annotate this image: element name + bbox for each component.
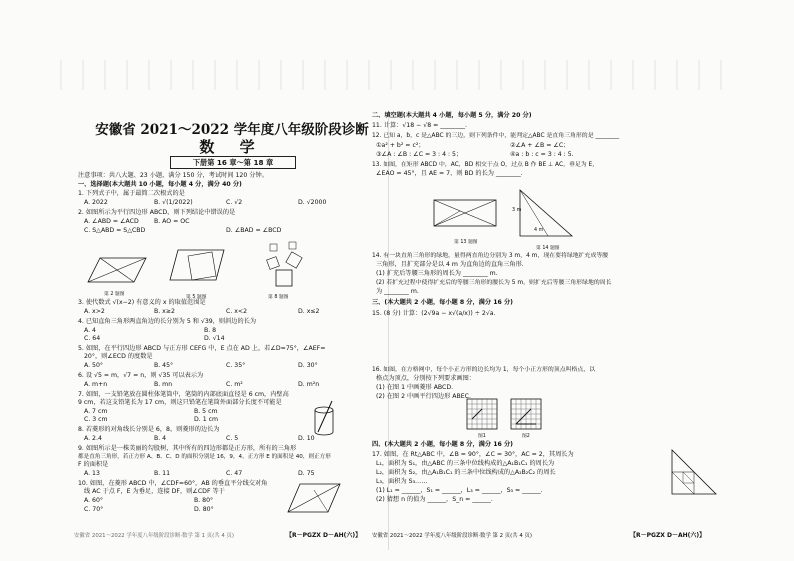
caption-q2: 第 2 题图	[104, 292, 125, 297]
q4-opt-a: A. 4	[84, 327, 96, 334]
q13-cont: ∠EAO = 45°，且 AE = 7，则 BD 的长为 ________.	[376, 170, 523, 177]
footer-right-code: 【R－PGZX D－AH(六)】	[630, 532, 706, 539]
q3-opt-c: C. x<2	[226, 308, 248, 315]
q12-opt-3: ③∠A : ∠B : ∠C = 3 : 4 : 5；	[376, 151, 463, 158]
q12-opt-4: ④a : b : c = 3 : 4 : 5.	[510, 151, 574, 158]
caption-q5: 第 5 题图	[186, 295, 207, 300]
figure-q7-pencil-cup	[312, 400, 336, 436]
q17-cont3: L₃，面积为 S₃……	[376, 478, 428, 485]
q6-opt-a: A. m+n	[84, 381, 108, 388]
section2-heading: 二、填空题(本大题共 4 小题，每小题 5 分，满分 20 分)	[372, 112, 532, 119]
section4-heading: 四、(本大题共 2 小题，每小题 8 分，满分 16 分)	[372, 441, 513, 448]
exam-title: 安徽省 2021～2022 学年度八年级阶段诊断	[95, 122, 369, 138]
caption-q14: 第 14 题图	[536, 246, 560, 251]
caption-q8: 第 8 题图	[268, 295, 289, 300]
q7-opt-c: C. 3 cm	[84, 416, 108, 423]
q10: 10. 如图，在菱形 ABCD 中，∠CDF=60°，AB 的垂直平分线交对角	[78, 480, 268, 487]
q14-part2-cont: 为 ________ m.	[376, 288, 419, 295]
q7: 7. 如图，一支铅笔放在圆柱体笔筒中，笔筒的内部底面直径是 6 cm，内壁高	[78, 391, 289, 398]
section1-heading: 一、选择题(本大题共 10 小题，每小题 4 分，满分 40 分)	[78, 181, 242, 188]
q9-cont2: F 的面积是	[78, 461, 109, 468]
q9-opt-b: B. 11	[154, 470, 171, 477]
figure-q17-triangle	[668, 446, 720, 498]
q4-opt-d: D. √14	[204, 335, 225, 342]
q10-opt-d: D. 80°	[194, 506, 214, 513]
q17-cont2: L₂，面积为 S₂，由△A₁B₁C₁ 的三条中位线构成的△A₂B₂C₂ 的周长	[376, 469, 556, 476]
q16-part1: (1) 在图 1 中画菱形 ABCD.	[376, 384, 454, 391]
exam-notice: 注意事项：共八大题、23 小题，满分 150 分，考试时间 120 分钟。	[78, 172, 268, 179]
q10-opt-b: B. 80°	[194, 497, 214, 504]
figure-q13-rectangle	[430, 194, 500, 234]
q5: 5. 如图，在平行四边形 ABCD 与正方形 CEFG 中，E 点在 AD 上，若∠D=75°，∠AEF=	[78, 345, 326, 352]
q6-opt-d: D. m²n	[298, 381, 320, 388]
exam-subject: 数 学	[199, 138, 265, 156]
q9-cont: 都是直角三角形，若正方形 A、B、C、D 的面积分别是 16，9，4，正方形 E 的面积是 40，则正方形	[78, 454, 331, 460]
q2-opt-c: C. S△ABD = S△CBD	[84, 227, 146, 234]
q8-opt-d: D. 10	[298, 435, 315, 442]
figure-q14-triangle	[514, 186, 576, 242]
q12: 12. 已知 a，b，c 是△ABC 的三边，则下列条件中，能判定△ABC 是直角三角形的是 ________	[372, 133, 620, 139]
q17: 17. 如图，在 Rt△ABC 中，∠B = 90°，∠C = 30°，AC = 2，其周长为	[372, 451, 574, 458]
q9-opt-d: D. 75	[298, 470, 315, 477]
footer-left-code: 【R－PGZX D－AH(六)】	[286, 532, 362, 539]
figure-q5-square-parallelogram	[166, 244, 230, 292]
q6-opt-b: B. mn	[154, 381, 173, 388]
q7-opt-a: A. 7 cm	[84, 408, 108, 415]
q16: 16. 如图，在方格网中，每个小正方形的边长均为 1，每个小正方形的顶点叫格点，以	[372, 367, 596, 373]
section3-heading: 三、(本大题共 2 小题，每小题 8 分，满分 16 分)	[372, 299, 513, 306]
q5-opt-c: C. 35°	[226, 362, 246, 369]
q14-part1: (1) 扩充后等腰三角形的周长为 ________ m.	[376, 270, 498, 277]
q7-opt-d: D. 1 cm	[194, 416, 219, 423]
q4: 4. 已知直角三角形两直角边的长分别为 5 和 √39，则斜边的长为	[78, 318, 257, 325]
q7-opt-b: B. 5 cm	[194, 408, 218, 415]
q13: 13. 如图，在矩形 ABCD 中，AC，BD 相交于点 O，过点 B 作 BE ⊥ AC，垂足为 E，	[372, 162, 599, 168]
figure-q2-parallelogram	[86, 254, 150, 288]
q12-opt-1: ①a² + b² = c²；	[376, 142, 425, 149]
q6-opt-c: C. m²	[226, 381, 243, 388]
q1: 1. 下列式子中，属于最简二次根式的是	[78, 190, 185, 197]
q17-part1: (1) L₁ = ______，S₁ = ______，L₃ = ______，S₃ = ______.	[376, 487, 543, 494]
scan-noise	[60, 60, 740, 90]
grid-caption-2: 图2	[522, 434, 530, 439]
figure-q8-pythagoras-tree	[262, 240, 306, 294]
q16-part2: (2) 在图 2 中画平行四边形 ABEC.	[376, 393, 471, 400]
q9-opt-c: C. 47	[226, 470, 243, 477]
q2: 2. 如图所示为平行四边形 ABCD，则下列结论中错误的是	[78, 209, 236, 216]
q1-opt-a: A. 2022	[84, 199, 108, 206]
q17-part2: (2) 猜想 n 的值为 ______，S_n = ______.	[376, 496, 493, 503]
q14: 14. 有一块直角三角形的绿地，量得两直角边分别为 3 m，4 m，现在要将绿地扩充成等腰	[372, 253, 609, 259]
q14-cont: 三角形，且扩充部分是以 4 m 为直角边的直角三角形.	[376, 261, 524, 268]
q5-opt-b: B. 45°	[154, 362, 174, 369]
dim-label-3m: 3 m	[512, 208, 522, 213]
q17-cont: L₁，面积为 S₁，由△ABC 的三条中位线构成的△A₁B₁C₁ 的周长为	[376, 460, 555, 467]
q15: 15. (8 分) 计算：(2√9a − x√(a/x)) ÷ 2√a.	[372, 310, 496, 317]
q1-opt-d: D. √2000	[298, 199, 327, 206]
q16-cont: 格点为顶点，分别按下列要求画图：	[376, 375, 475, 382]
figure-q10-rhombus	[286, 480, 342, 516]
q3-opt-a: A. x>2	[84, 308, 105, 315]
q10-opt-c: C. 70°	[84, 506, 104, 513]
q2-opt-a: A. ∠ABD = ∠ACD	[84, 218, 139, 225]
grid-figure-2	[510, 398, 542, 430]
footer-left: 安徽省 2021～2022 学年度八年级阶段诊断·数学 第 1 页(共 4 页)	[74, 533, 235, 539]
q1-opt-b: B. √(1/2022)	[154, 199, 193, 206]
q4-opt-c: C. 64	[84, 335, 101, 342]
q5-opt-d: D. 30°	[298, 362, 318, 369]
footer-right: 安徽省 2021～2022 学年度八年级阶段诊断·数学 第 2 页(共 4 页)	[372, 533, 533, 539]
q10-opt-a: A. 60°	[84, 497, 104, 504]
grid-figure-1	[466, 398, 498, 430]
q3-opt-d: D. x≤2	[298, 308, 320, 315]
q6: 6. 设 √5 = m，√7 = n，则 √35 可以表示为	[78, 372, 204, 379]
q2-opt-b: B. AO = OC	[154, 218, 190, 225]
q9-opt-a: A. 13	[84, 470, 100, 477]
q12-opt-2: ②∠A + ∠B = ∠C；	[510, 142, 570, 149]
q8-opt-c: C. 5	[226, 435, 239, 442]
q10-cont: 线 AC 于点 F，E 为垂足，连接 DF，则∠CDF 等于	[84, 488, 225, 495]
dim-label-4m: 4 m	[534, 228, 544, 233]
q5-cont: 20°，则∠ECD 的度数是	[84, 353, 153, 360]
q3-opt-b: B. x≥2	[154, 308, 175, 315]
grid-caption-1: 图1	[478, 434, 486, 439]
q8-opt-a: A. 2.4	[84, 435, 102, 442]
q14-part2: (2) 若扩充过程中使得扩充后的等腰三角形的腰长为 5 m，则扩充后等腰三角形绿地的周长	[376, 280, 612, 286]
q1-opt-c: C. √2	[226, 199, 243, 206]
q5-opt-a: A. 50°	[84, 362, 104, 369]
q8: 8. 若菱形的对角线长分别是 6，8，则菱形的边长为	[78, 426, 220, 433]
q9: 9. 如图所示是一株美丽的勾股树，其中所有的四边形都是正方形，所有的三角形	[78, 445, 297, 452]
q8-opt-b: B. 4	[154, 435, 167, 442]
q7-cont: 9 cm，若这支铅笔长为 17 cm，则这只铅笔在笔筒外面部分长度不可能是	[78, 399, 282, 406]
q11: 11. 计算：√18 − √8 = ________.	[372, 122, 468, 129]
q4-opt-b: B. 8	[204, 327, 217, 334]
exam-scope: 下册第 16 章～第 18 章	[170, 156, 296, 169]
q3: 3. 使代数式 √(x−2) 有意义的 x 的取值范围是	[78, 299, 206, 306]
caption-q13: 第 13 题图	[454, 240, 478, 245]
q2-opt-d: D. ∠BAD = ∠BCD	[226, 227, 282, 234]
